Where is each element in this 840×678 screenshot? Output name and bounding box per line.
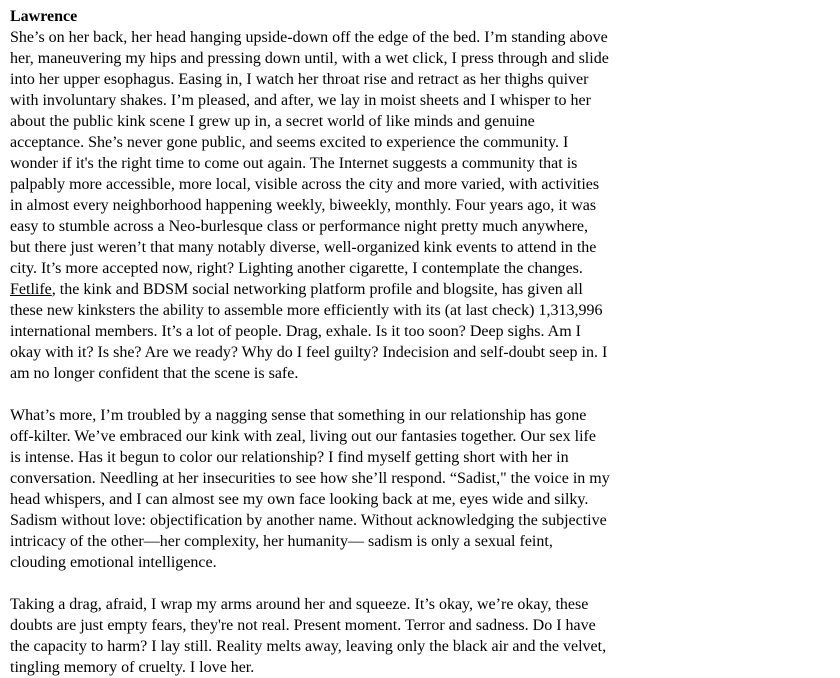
paragraph-1-text-before-link: She’s on her back, her head hanging upside-down off the edge of the bed. I’m standing above her, maneuvering my hips and pressing down until, with a wet click, I press through and slide into her upper esophagus. Easing in, I watch her throat rise and retract as her thighs quiver with involuntary shakes. I’m pleased, and after, we lay in moist sheets and I whisper to her about the public kink scene I grew up in, a secret world of like minds and genuine acceptance. She’s never gone public, and seems excited to experience the community. I wonder if it's the right time to come out again. The Internet suggests a community that is palpably more accessible, more local, visible across the city and more varied, with activities in almost every neighborhood happening weekly, biweekly, monthly. Four years ago, it was easy to stumble across a Neo-burlesque class or performance night pretty much anywhere, but there just weren’t that many notably diverse, well-organized kink events to attend in the city. It’s more accepted now, right? Lighting another cigarette, I contemplate the changes. (10, 29, 609, 277)
paragraph-1-text-after-link: , the kink and BDSM social networking platform profile and blogsite, has given all these new kinksters the ability to assemble more efficiently with its (at last check) 1,313,996 international members. It’s a lot of people. Drag, exhale. Is it too soon? Deep sighs. Am I okay with it? Is she? Are we ready? Why do I feel guilty? Indecision and self-doubt seep in. I am no longer confident that the scene is safe. (10, 281, 608, 382)
document-body (10, 6, 610, 678)
paragraph-3: Taking a drag, afraid, I wrap my arms around her and squeeze. It’s okay, we’re okay, these doubts are just empty fears, they're not real. Present moment. Terror and sadness. Do I have the capacity to harm? I lay still. Reality melts away, leaving only the black air and the velvet, tingling memory of cruelty. I love her. (10, 596, 607, 676)
fetlife-link[interactable]: Fetlife (10, 281, 52, 298)
document-heading: Lawrence (10, 8, 78, 25)
paragraph-1 (10, 27, 610, 384)
paragraph-2: What’s more, I’m troubled by a nagging sense that something in our relationship has gone off-kilter. We’ve embraced our kink with zeal, living out our fantasies together. Our sex life is intense. Has it begun to color our relationship? I find myself getting short with her in conversation. Needling at her insecurities to see how she’ll respond. “Sadist," the voice in my head whispers, and I can almost see my own face looking back at me, eyes wide and silky. Sadism without love: objectification by another name. Without acknowledging the subjective intricacy of the other—her complexity, her humanity— sadism is only a sexual feint, clouding emotional intelligence. (10, 407, 610, 571)
